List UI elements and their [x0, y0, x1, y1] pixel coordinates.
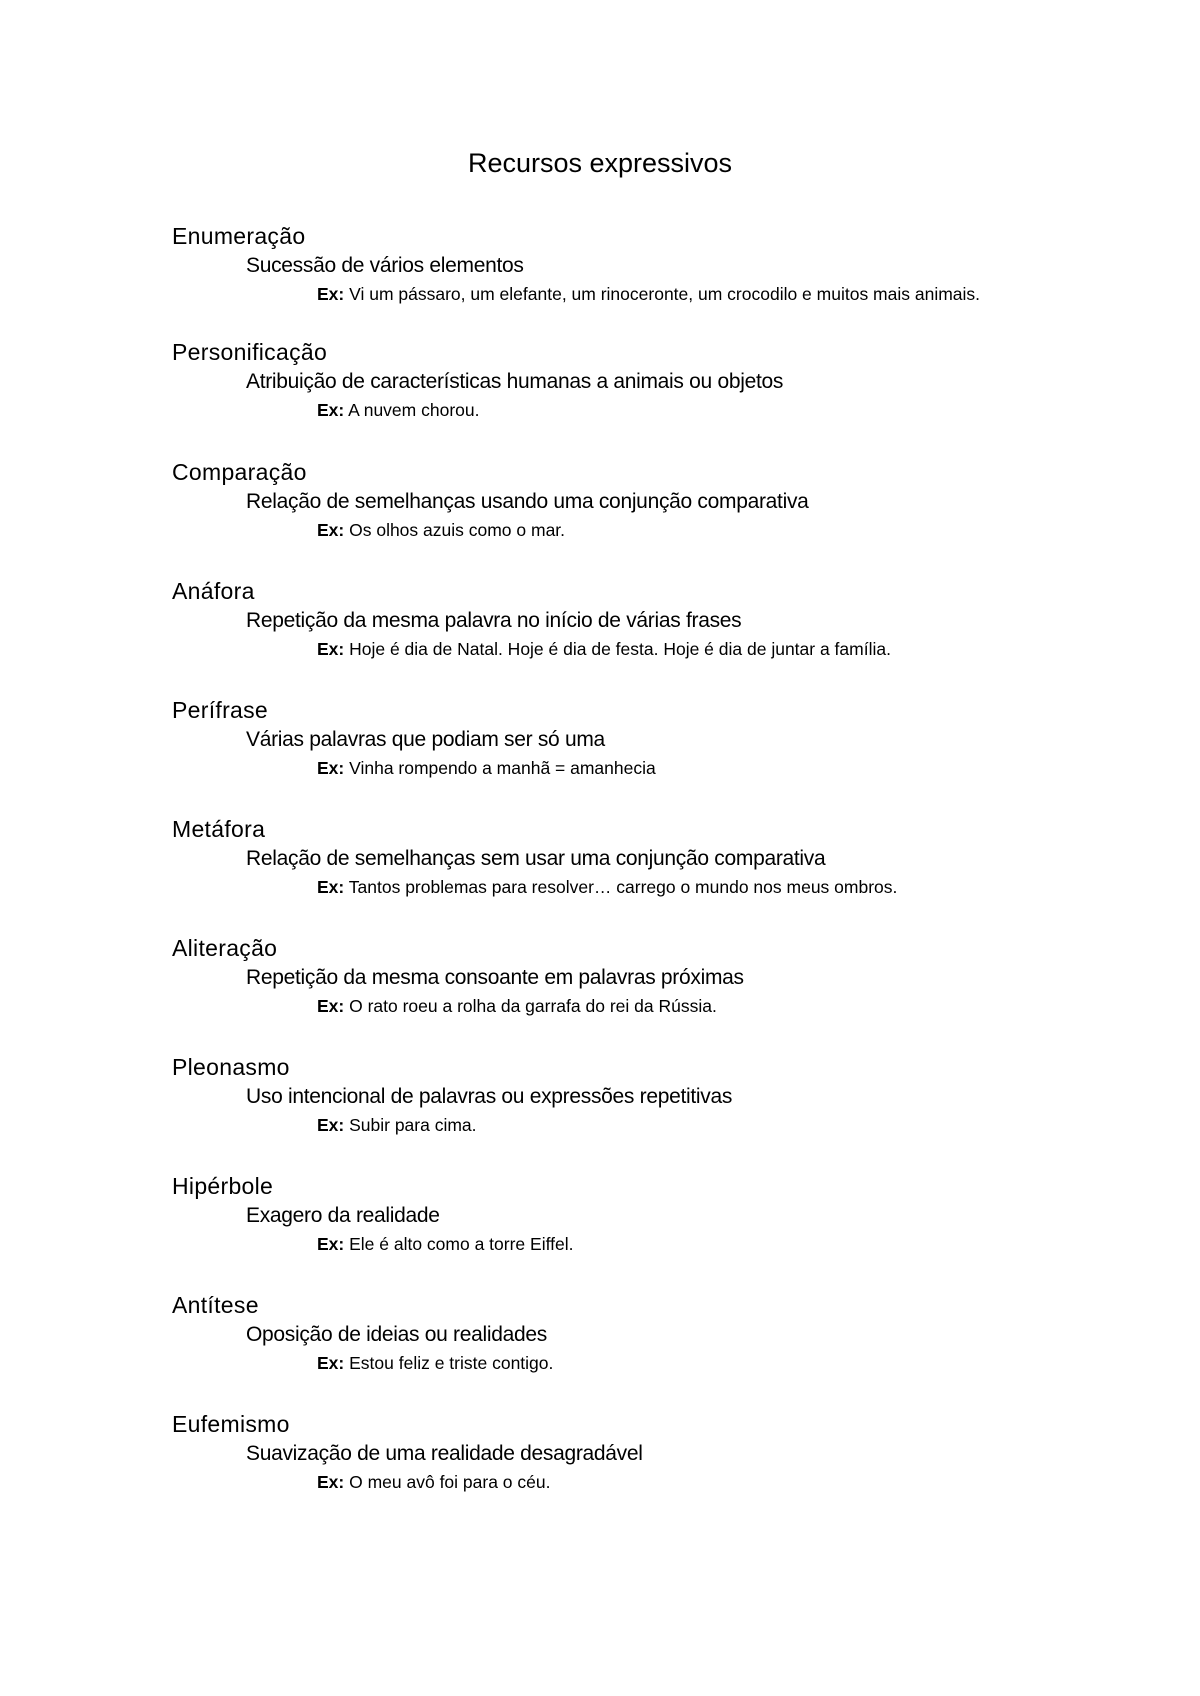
entry-example	[317, 1349, 1017, 1377]
entry-pleonasmo	[172, 1053, 1072, 1172]
entry-example	[317, 1230, 1017, 1258]
entry-example	[317, 992, 1017, 1020]
entry-term: Aliteração	[172, 935, 278, 961]
entry-enumeracao	[172, 222, 1072, 338]
page-title: Recursos expressivos	[467, 148, 733, 178]
entry-term: Pleonasmo	[172, 1054, 290, 1080]
example-label: Ex:	[317, 1353, 345, 1373]
example-label: Ex:	[317, 1234, 345, 1254]
entry-perifrase	[172, 696, 1072, 815]
entry-personificacao	[172, 338, 1072, 458]
entry-term: Antítese	[172, 1292, 259, 1318]
example-text: Tantos problemas para resolver… carrego o mundo nos meus ombros.	[348, 877, 898, 897]
entry-definition: Suavização de uma realidade desagradável	[246, 1442, 643, 1465]
entry-definition: Repetição da mesma consoante em palavras próximas	[246, 966, 744, 989]
entry-definition: Relação de semelhanças sem usar uma conjunção comparativa	[246, 847, 826, 870]
example-text: Hoje é dia de Natal. Hoje é dia de festa. Hoje é dia de juntar a família.	[349, 639, 891, 659]
entry-definition: Atribuição de características humanas a animais ou objetos	[246, 370, 784, 393]
example-text: Os olhos azuis como o mar.	[349, 520, 566, 540]
example-text: Subir para cima.	[349, 1115, 477, 1135]
entry-term: Anáfora	[172, 578, 255, 604]
example-text: O meu avô foi para o céu.	[349, 1472, 551, 1492]
example-label: Ex:	[317, 1472, 345, 1492]
entry-anafora	[172, 577, 1072, 696]
example-text: O rato roeu a rolha da garrafa do rei da Rússia.	[349, 996, 717, 1016]
entries-list	[172, 222, 1072, 1500]
example-text: Estou feliz e triste contigo.	[349, 1353, 554, 1373]
example-text: A nuvem chorou.	[348, 400, 480, 420]
entry-aliteracao	[172, 934, 1072, 1053]
entry-comparacao	[172, 458, 1072, 577]
example-label: Ex:	[317, 520, 345, 540]
entry-example	[317, 754, 1017, 782]
entry-example	[317, 1111, 1017, 1139]
example-label: Ex:	[317, 1115, 345, 1135]
entry-example	[317, 873, 1017, 901]
entry-definition: Repetição da mesma palavra no início de várias frases	[246, 609, 742, 632]
entry-term: Metáfora	[172, 816, 266, 842]
entry-term: Comparação	[172, 459, 307, 485]
entry-term: Enumeração	[172, 223, 306, 249]
entry-hiperbole	[172, 1172, 1072, 1291]
entry-example	[317, 396, 1017, 424]
example-label: Ex:	[317, 996, 345, 1016]
entry-antitese	[172, 1291, 1072, 1410]
example-text: Ele é alto como a torre Eiffel.	[349, 1234, 574, 1254]
entry-definition: Várias palavras que podiam ser só uma	[246, 728, 605, 751]
entry-metafora	[172, 815, 1072, 934]
entry-definition: Oposição de ideias ou realidades	[246, 1323, 547, 1346]
entry-example	[317, 1468, 1017, 1496]
entry-definition: Uso intencional de palavras ou expressões repetitivas	[246, 1085, 733, 1108]
entry-term: Hipérbole	[172, 1173, 274, 1199]
example-label: Ex:	[317, 877, 345, 897]
example-label: Ex:	[317, 400, 345, 420]
entry-example	[317, 516, 1017, 544]
example-label: Ex:	[317, 639, 345, 659]
entry-term: Personificação	[172, 339, 328, 365]
entry-definition: Sucessão de vários elementos	[246, 254, 524, 277]
example-text: Vinha rompendo a manhã = amanhecia	[349, 758, 656, 778]
entry-term: Eufemismo	[172, 1411, 290, 1437]
entry-term: Perífrase	[172, 697, 269, 723]
entry-eufemismo	[172, 1410, 1072, 1500]
entry-definition: Relação de semelhanças usando uma conjunção comparativa	[246, 490, 809, 513]
example-label: Ex:	[317, 758, 345, 778]
example-text: Vi um pássaro, um elefante, um rinoceronte, um crocodilo e muitos mais animais.	[349, 284, 981, 304]
example-label: Ex:	[317, 284, 345, 304]
entry-example	[317, 635, 1017, 663]
entry-example	[317, 280, 1017, 308]
entry-definition: Exagero da realidade	[246, 1204, 440, 1227]
